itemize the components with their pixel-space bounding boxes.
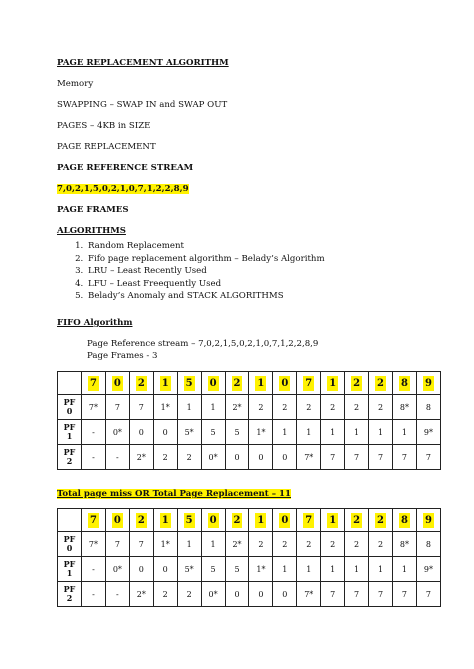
reference-cell: [273, 372, 297, 395]
list-item: 5. Belady’s Anomaly and STACK ALGORITHMS: [86, 290, 325, 303]
table-row: [58, 420, 441, 445]
frame-cell: -: [82, 582, 106, 607]
frame-cell: 2: [249, 532, 273, 557]
frame-cell: 1: [392, 557, 416, 582]
frame-label-cell: [58, 420, 82, 445]
frame-cell: 0: [153, 557, 177, 582]
reference-value: 1: [161, 514, 169, 526]
reference-value: 2: [233, 514, 241, 526]
reference-cell: [82, 509, 106, 532]
frame-cell: 5: [201, 420, 225, 445]
table-header-row: [58, 372, 441, 395]
reference-value: 5: [185, 377, 193, 389]
frame-cell: 0: [225, 445, 249, 470]
reference-value: 2: [377, 514, 384, 526]
reference-cell: [249, 372, 273, 395]
frame-index: 2: [66, 593, 73, 603]
reference-cell: [416, 509, 440, 532]
frame-cell: 0*: [201, 582, 225, 607]
reference-value: 0: [113, 377, 121, 389]
frame-cell: 7: [369, 582, 393, 607]
reference-value: 0: [281, 514, 289, 526]
frame-cell: -: [82, 557, 106, 582]
reference-cell: [345, 509, 369, 532]
ref-stream-values: [57, 184, 189, 195]
frame-cell: 7: [416, 445, 440, 470]
frame-cell: 1: [369, 420, 393, 445]
reference-cell: [201, 372, 225, 395]
total-page-miss: [57, 489, 291, 500]
reference-value: 1: [257, 514, 265, 526]
frame-cell: 2: [153, 582, 177, 607]
reference-cell: [416, 372, 440, 395]
table-row: [58, 445, 441, 470]
frame-cell: 5: [201, 557, 225, 582]
frame-cell: 1: [297, 557, 321, 582]
frame-cell: 2*: [129, 582, 153, 607]
frame-cell: 1: [297, 420, 321, 445]
frame-cell: 0*: [105, 557, 129, 582]
table-row: [58, 557, 441, 582]
reference-cell: [392, 509, 416, 532]
reference-value: 8: [400, 377, 408, 389]
frame-cell: 2: [321, 395, 345, 420]
frame-cell: -: [82, 420, 106, 445]
reference-cell: [297, 509, 321, 532]
frame-cell: 7: [321, 582, 345, 607]
reference-cell: [129, 509, 153, 532]
frame-cell: 2*: [225, 532, 249, 557]
frame-cell: 1: [177, 395, 201, 420]
frame-cell: 1*: [153, 532, 177, 557]
corner-cell: [58, 509, 82, 532]
reference-value: 7: [89, 514, 97, 526]
reference-value: 2: [353, 377, 361, 389]
frame-cell: 7: [392, 445, 416, 470]
swapping-line: SWAPPING – SWAP IN and SWAP OUT: [57, 100, 228, 110]
reference-cell: [82, 372, 106, 395]
fifo-page-frames: Page Frames - 3: [87, 351, 158, 361]
reference-cell: [201, 509, 225, 532]
frame-cell: 1: [201, 532, 225, 557]
reference-value: 5: [185, 514, 193, 526]
frame-cell: 2: [153, 445, 177, 470]
reference-cell: [177, 509, 201, 532]
frame-cell: 7: [105, 395, 129, 420]
reference-value: 2: [137, 377, 145, 389]
frame-cell: 2: [177, 582, 201, 607]
frame-label: PF: [63, 534, 76, 544]
frame-cell: 7: [129, 532, 153, 557]
reference-cell: [105, 509, 129, 532]
reference-value: 2: [377, 377, 384, 389]
frame-index: 1: [66, 568, 73, 578]
frame-cell: 1: [321, 420, 345, 445]
frame-index: 0: [66, 543, 73, 553]
frame-cell: 0: [129, 557, 153, 582]
frame-cell: -: [82, 445, 106, 470]
frame-cell: -: [105, 582, 129, 607]
reference-cell: [153, 509, 177, 532]
reference-value: 0: [281, 377, 289, 389]
frame-cell: 5*: [177, 420, 201, 445]
fifo-table-1: [57, 371, 441, 470]
frame-label: PF: [63, 397, 76, 407]
reference-cell: [153, 372, 177, 395]
frame-cell: 1: [201, 395, 225, 420]
frame-cell: 1: [177, 532, 201, 557]
frame-cell: 5: [225, 420, 249, 445]
frame-cell: 7*: [82, 395, 106, 420]
frame-cell: 1: [321, 557, 345, 582]
reference-value: 7: [305, 377, 313, 389]
reference-value: 1: [329, 377, 337, 389]
reference-cell: [392, 372, 416, 395]
frame-cell: 2: [177, 445, 201, 470]
reference-cell: [225, 509, 249, 532]
reference-value: 1: [329, 514, 337, 526]
frame-label-cell: [58, 395, 82, 420]
frame-cell: 9*: [416, 557, 440, 582]
frame-cell: 1: [345, 420, 369, 445]
frame-cell: 8: [416, 395, 440, 420]
reference-cell: [321, 509, 345, 532]
memory-line: Memory: [57, 79, 94, 89]
reference-cell: [177, 372, 201, 395]
frame-cell: 0: [273, 582, 297, 607]
fifo-table-2: [57, 508, 441, 607]
frame-cell: 1: [273, 420, 297, 445]
reference-value: 9: [424, 377, 432, 389]
frame-label: PF: [63, 447, 76, 457]
frame-cell: 1: [392, 420, 416, 445]
frame-cell: 1*: [249, 420, 273, 445]
reference-value: 1: [161, 377, 169, 389]
frame-label-cell: [58, 445, 82, 470]
reference-cell: [225, 372, 249, 395]
reference-value: 7: [89, 377, 97, 389]
frame-cell: 1*: [153, 395, 177, 420]
frame-cell: 0: [153, 420, 177, 445]
reference-value: 2: [353, 514, 361, 526]
frame-label: PF: [63, 559, 76, 569]
frame-cell: 1: [345, 557, 369, 582]
ref-stream-heading: PAGE REFERENCE STREAM: [57, 163, 194, 173]
frame-cell: 2*: [129, 445, 153, 470]
frame-cell: 1: [369, 557, 393, 582]
frame-cell: 0: [249, 582, 273, 607]
table-header-row: [58, 509, 441, 532]
frame-label-cell: [58, 582, 82, 607]
frame-cell: 5*: [177, 557, 201, 582]
fifo-heading: FIFO Algorithm: [57, 318, 133, 328]
reference-value: 0: [113, 514, 121, 526]
frame-cell: 7: [105, 532, 129, 557]
page-frames-heading: PAGE FRAMES: [57, 205, 129, 215]
fifo-reference-stream: Page Reference stream – 7,0,2,1,5,0,2,1,0,7,1,2,2,8,9: [87, 339, 319, 349]
algorithms-heading: ALGORITHMS: [57, 226, 126, 236]
page-replacement-line: PAGE REPLACEMENT: [57, 142, 156, 152]
frame-cell: 7: [345, 582, 369, 607]
list-item: 1. Random Replacement: [86, 240, 325, 253]
reference-value: 2: [137, 514, 145, 526]
frame-cell: 8*: [392, 532, 416, 557]
reference-cell: [369, 372, 393, 395]
reference-cell: [321, 372, 345, 395]
pages-line: PAGES – 4KB in SIZE: [57, 121, 151, 131]
corner-cell: [58, 372, 82, 395]
reference-cell: [129, 372, 153, 395]
reference-cell: [345, 372, 369, 395]
table-row: [58, 582, 441, 607]
frame-cell: 0: [225, 582, 249, 607]
frame-label: PF: [63, 422, 76, 432]
algorithms-list: [57, 240, 325, 303]
reference-value: 2: [233, 377, 241, 389]
reference-value: 0: [209, 377, 217, 389]
frame-cell: 2: [321, 532, 345, 557]
frame-cell: 2: [369, 395, 393, 420]
frame-cell: 2: [345, 532, 369, 557]
table-row: [58, 532, 441, 557]
frame-cell: 2: [297, 532, 321, 557]
frame-index: 1: [66, 431, 73, 441]
list-item: 3. LRU – Least Recently Used: [86, 265, 325, 278]
frame-cell: 2: [273, 532, 297, 557]
frame-cell: 7: [129, 395, 153, 420]
frame-cell: 2: [369, 532, 393, 557]
frame-cell: 2: [297, 395, 321, 420]
frame-cell: 8: [416, 532, 440, 557]
frame-cell: 0: [273, 445, 297, 470]
frame-cell: 7: [416, 582, 440, 607]
frame-cell: 8*: [392, 395, 416, 420]
frame-label-cell: [58, 532, 82, 557]
frame-cell: 7: [392, 582, 416, 607]
total-page-miss-highlight: Total page miss OR Total Page Replacement – 11: [57, 489, 291, 499]
frame-cell: 7: [369, 445, 393, 470]
reference-value: 9: [424, 514, 432, 526]
frame-cell: 2*: [225, 395, 249, 420]
frame-cell: 0: [249, 445, 273, 470]
ref-stream-highlight: 7,0,2,1,5,0,2,1,0,7,1,2,2,8,9: [57, 184, 189, 194]
frame-cell: 0*: [105, 420, 129, 445]
frame-cell: 2: [273, 395, 297, 420]
list-item: 2. Fifo page replacement algorithm – Belady’s Algorithm: [86, 253, 325, 266]
frame-cell: 0: [129, 420, 153, 445]
table-row: [58, 395, 441, 420]
frame-index: 2: [66, 456, 73, 466]
frame-index: 0: [66, 406, 73, 416]
reference-cell: [105, 372, 129, 395]
frame-cell: 2: [345, 395, 369, 420]
frame-cell: 7*: [297, 445, 321, 470]
reference-value: 0: [209, 514, 217, 526]
frame-cell: 7: [345, 445, 369, 470]
frame-cell: 2: [249, 395, 273, 420]
frame-cell: 1: [273, 557, 297, 582]
reference-value: 8: [400, 514, 408, 526]
reference-cell: [369, 509, 393, 532]
frame-cell: 7*: [82, 532, 106, 557]
reference-value: 7: [305, 514, 313, 526]
reference-value: 1: [257, 377, 265, 389]
list-item: 4. LFU – Least Freequently Used: [86, 278, 325, 291]
frame-cell: 7: [321, 445, 345, 470]
reference-cell: [249, 509, 273, 532]
frame-cell: -: [105, 445, 129, 470]
frame-label: PF: [63, 584, 76, 594]
page-title: PAGE REPLACEMENT ALGORITHM: [57, 58, 229, 68]
frame-cell: 9*: [416, 420, 440, 445]
frame-label-cell: [58, 557, 82, 582]
frame-cell: 5: [225, 557, 249, 582]
frame-cell: 0*: [201, 445, 225, 470]
frame-cell: 1*: [249, 557, 273, 582]
frame-cell: 7*: [297, 582, 321, 607]
reference-cell: [297, 372, 321, 395]
reference-cell: [273, 509, 297, 532]
